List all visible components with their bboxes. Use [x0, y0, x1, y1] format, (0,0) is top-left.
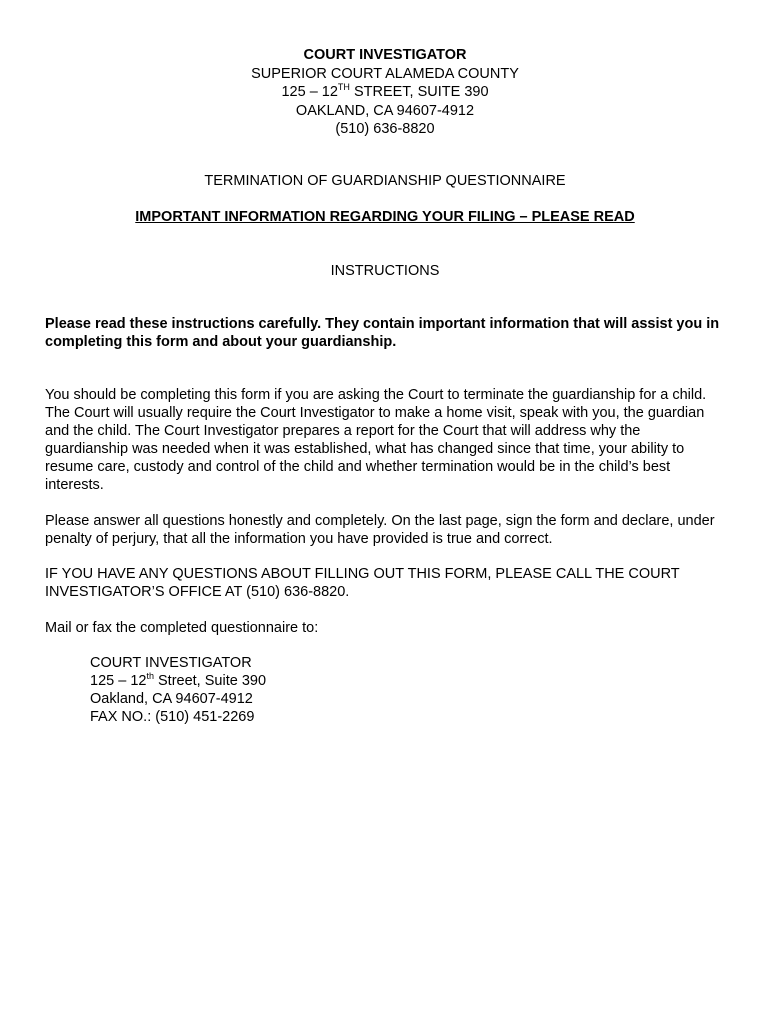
header-court-name: SUPERIOR COURT ALAMEDA COUNTY [251, 65, 519, 82]
address-name: COURT INVESTIGATOR [90, 655, 252, 671]
address-street-sup: th [146, 671, 154, 682]
paragraph-mail-or-fax: Mail or fax the completed questionnaire to: [45, 620, 319, 636]
address-street-prefix: 125 – 12 [90, 673, 147, 689]
header-city: OAKLAND, CA 94607-4912 [295, 102, 475, 119]
header-street-suffix: STREET, SUITE 390 [349, 84, 489, 100]
header-street [0, 83, 770, 102]
header-title: COURT INVESTIGATOR [303, 47, 467, 63]
address-fax: FAX NO.: (510) 451-2269 [90, 709, 255, 725]
header-street-prefix: 125 – 12 [281, 84, 338, 100]
address-street-suffix: Street, Suite 390 [153, 673, 267, 689]
paragraph-answer-honestly: Please answer all questions honestly and completely. On the last page, sign the form and declare, under penalty of perjury, that all the information you have provided is true and correct. [45, 513, 715, 547]
paragraph-questions-contact: IF YOU HAVE ANY QUESTIONS ABOUT FILLING OUT THIS FORM, PLEASE CALL THE COURT INVESTIGATOR’S OFFICE AT (510) 636-8820. [45, 566, 680, 600]
paragraph-purpose: You should be completing this form if you are asking the Court to terminate the guardianship for a child. The Court will usually require the Court Investigator to make a home visit, speak with you, the guardian and the child. The Court Investigator prepares a report for the Court that will address why the guardianship was needed when it was established, what has changed since that time, your ability to resume care, custody and control of the child and whether termination would be in the child’s best interests. [45, 387, 707, 493]
form-title: TERMINATION OF GUARDIANSHIP QUESTIONNAIRE [204, 173, 566, 189]
header-street-sup: TH [337, 82, 350, 93]
address-street [90, 672, 490, 690]
instructions-heading: INSTRUCTIONS [330, 263, 440, 279]
mailing-address [90, 654, 490, 726]
lead-instructions: Please read these instructions carefully. They contain important information that will assist you in completing this form and about your guardianship. [45, 316, 720, 350]
address-city: Oakland, CA 94607-4912 [90, 691, 253, 707]
court-header [0, 46, 770, 139]
header-phone: (510) 636-8820 [335, 121, 435, 137]
important-notice: IMPORTANT INFORMATION REGARDING YOUR FILING – PLEASE READ [135, 209, 635, 225]
